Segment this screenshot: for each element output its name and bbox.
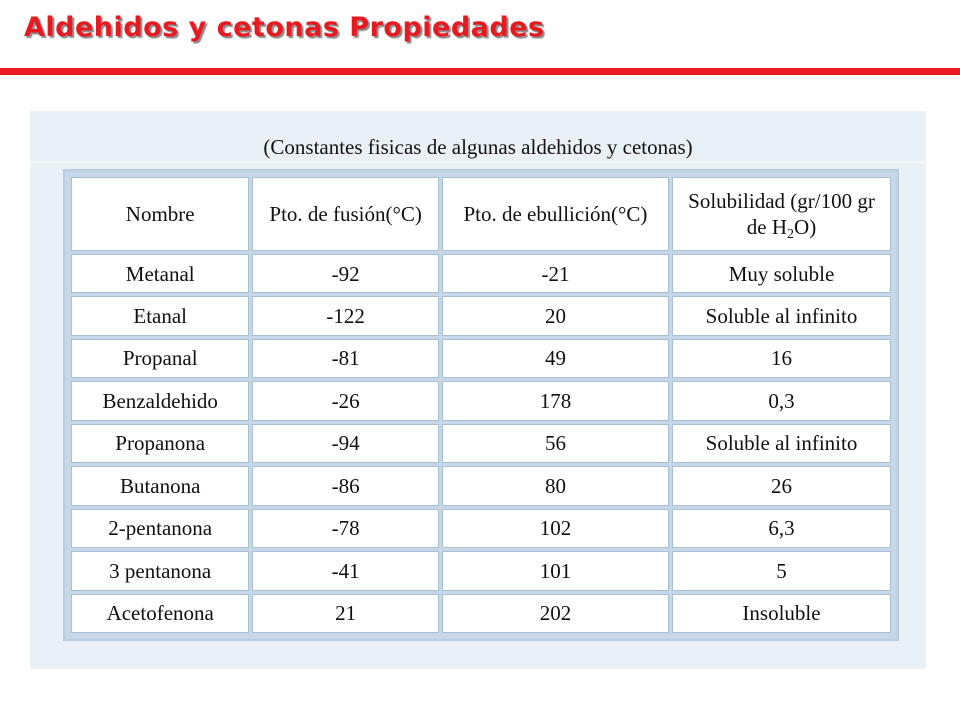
cell-solubility: 0,3 <box>672 381 891 420</box>
cell-boiling-point: 202 <box>442 594 669 634</box>
cell-name: Metanal <box>71 254 249 293</box>
header-solubility-suffix: O) <box>794 215 817 239</box>
cell-solubility: Insoluble <box>672 594 891 634</box>
cell-melting-point: -26 <box>252 381 439 420</box>
header-melting-point: Pto. de fusión(°C) <box>252 177 439 251</box>
cell-name: Benzaldehido <box>71 381 249 420</box>
table-row <box>71 381 891 420</box>
table-row <box>71 424 891 463</box>
cell-boiling-point: 80 <box>442 466 669 505</box>
cell-name: Propanona <box>71 424 249 463</box>
cell-boiling-point: 102 <box>442 509 669 548</box>
cell-name: Acetofenona <box>71 594 249 634</box>
header-boiling-point: Pto. de ebullición(°C) <box>442 177 669 251</box>
header-name: Nombre <box>71 177 249 251</box>
cell-solubility: 16 <box>672 339 891 378</box>
table-row <box>71 296 891 335</box>
cell-boiling-point: -21 <box>442 254 669 293</box>
cell-solubility: Soluble al infinito <box>672 424 891 463</box>
cell-boiling-point: 49 <box>442 339 669 378</box>
table-caption: (Constantes fisicas de algunas aldehidos y cetonas) <box>263 135 693 159</box>
cell-melting-point: 21 <box>252 594 439 634</box>
cell-name: Butanona <box>71 466 249 505</box>
table-row <box>71 509 891 548</box>
cell-boiling-point: 178 <box>442 381 669 420</box>
table-row <box>71 551 891 590</box>
cell-name: Etanal <box>71 296 249 335</box>
cell-solubility: Muy soluble <box>672 254 891 293</box>
cell-melting-point: -92 <box>252 254 439 293</box>
cell-melting-point: -94 <box>252 424 439 463</box>
header-row <box>71 177 891 251</box>
cell-solubility: Soluble al infinito <box>672 296 891 335</box>
table-panel <box>30 111 926 669</box>
header-solubility <box>672 177 891 251</box>
table-row <box>71 466 891 505</box>
cell-solubility: 5 <box>672 551 891 590</box>
cell-name: Propanal <box>71 339 249 378</box>
header-solubility-subscript: 2 <box>787 227 795 242</box>
cell-name: 3 pentanona <box>71 551 249 590</box>
table-row <box>71 594 891 634</box>
cell-boiling-point: 101 <box>442 551 669 590</box>
cell-melting-point: -81 <box>252 339 439 378</box>
table-row <box>71 339 891 378</box>
cell-melting-point: -78 <box>252 509 439 548</box>
cell-name: 2-pentanona <box>71 509 249 548</box>
cell-melting-point: -122 <box>252 296 439 335</box>
cell-melting-point: -41 <box>252 551 439 590</box>
cell-boiling-point: 56 <box>442 424 669 463</box>
cell-solubility: 26 <box>672 466 891 505</box>
title-underline <box>0 68 960 75</box>
cell-melting-point: -86 <box>252 466 439 505</box>
cell-solubility: 6,3 <box>672 509 891 548</box>
properties-table <box>68 174 894 636</box>
table-frame <box>63 169 899 641</box>
table-row <box>71 254 891 293</box>
cell-boiling-point: 20 <box>442 296 669 335</box>
slide-title: Aldehidos y cetonas Propiedades <box>24 12 545 43</box>
header-solubility-prefix: Solubilidad (gr/100 gr de H <box>688 188 875 239</box>
